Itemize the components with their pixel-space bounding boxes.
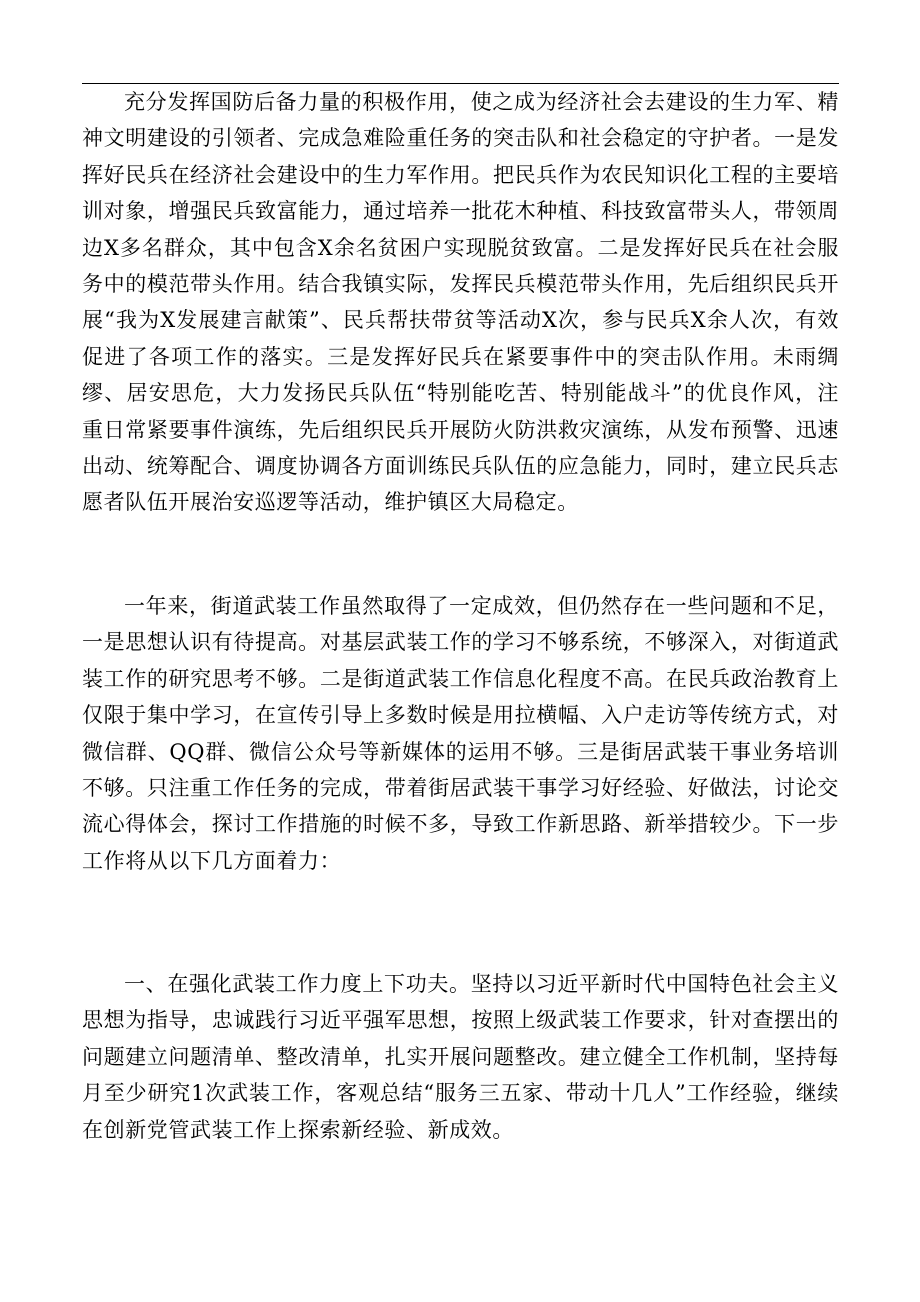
paragraph-next-step-one: 一、在强化武装工作力度上下功夫。坚持以习近平新时代中国特色社会主义思想为指导，忠诚践行习近平强军思想，按照上级武装工作要求，针对查摆出的问题建立问题清单、整改清单，扎实开展问题整改。建立健全工作机制，坚持每月至少研究1次武装工作，客观总结“服务三五家、带动十几人”工作经验，继续在创新党管武装工作上探索新经验、新成效。 bbox=[82, 972, 839, 1142]
paragraph-shortcomings: 一年来，街道武装工作虽然取得了一定成效，但仍然存在一些问题和不足，一是思想认识有待提高。对基层武装工作的学习不够系统，不够深入，对街道武装工作的研究思考不够。二是街道武装工作信息化程度不高。在民兵政治教育上仅限于集中学习，在宣传引导上多数时候是用拉横幅、入户走访等传统方式，对微信群、QQ群、微信公众号等新媒体的运用不够。三是街居武装干事业务培训不够。只注重工作任务的完成，带着街居武装干事学习好经验、好做法，讨论交流心得体会，探讨工作措施的时候不多，导致工作新思路、新举措较少。下一步工作将从以下几方面着力： bbox=[82, 594, 839, 873]
paragraph-militia-role: 充分发挥国防后备力量的积极作用，使之成为经济社会去建设的生力军、精神文明建设的引领者、完成急难险重任务的突击队和社会稳定的守护者。一是发挥好民兵在经济社会建设中的生力军作用。把民兵作为农民知识化工程的主要培训对象，增强民兵致富能力，通过培养一批花木种植、科技致富带头人，带领周边X多名群众，其中包含X余名贫困户实现脱贫致富。二是发挥好民兵在社会服务中的模范带头作用。结合我镇实际，发挥民兵模范带头作用，先后组织民兵开展“我为X发展建言献策”、民兵帮扶带贫等活动X次，参与民兵X余人次，有效促进了各项工作的落实。三是发挥好民兵在紧要事件中的突击队作用。未雨绸缪、居安思危，大力发扬民兵队伍“特别能吃苦、特别能战斗”的优良作风，注重日常紧要事件演练，先后组织民兵开展防火防洪救灾演练，从发布预警、迅速出动、统筹配合、调度协调各方面训练民兵队伍的应急能力，同时，建立民兵志愿者队伍开展治安巡逻等活动，维护镇区大局稳定。 bbox=[82, 90, 839, 515]
